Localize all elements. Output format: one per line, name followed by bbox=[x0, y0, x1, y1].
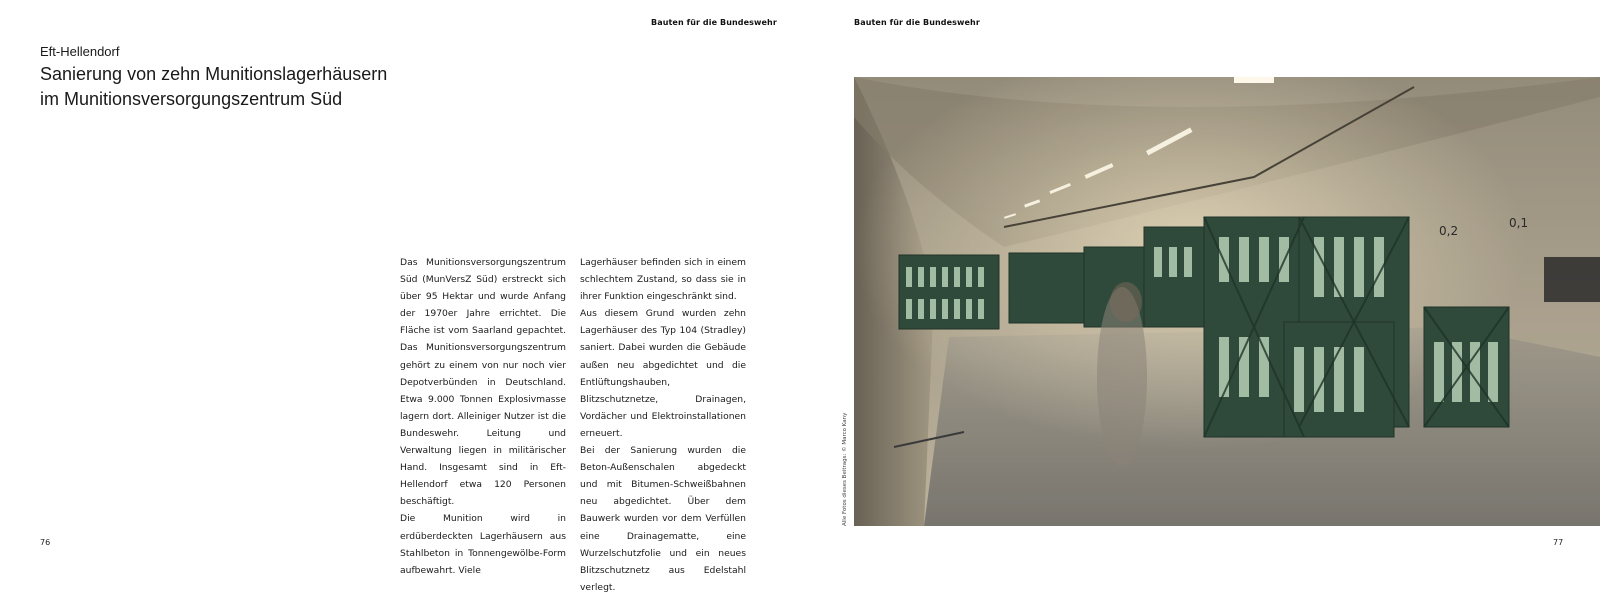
body-column-2 bbox=[580, 254, 746, 596]
body-paragraph: Lagerhäuser befinden sich in einem schlechtem Zustand, so dass sie in ihrer Funktion eingeschränkt sind. bbox=[580, 257, 746, 303]
body-column-1 bbox=[400, 254, 566, 579]
article-kicker: Eft-Hellendorf bbox=[40, 44, 120, 59]
running-head-right: Bauten für die Bundeswehr bbox=[854, 18, 980, 27]
page-number-right: 77 bbox=[1553, 538, 1564, 547]
title-line-2: im Munitionsversorgungszentrum Süd bbox=[40, 89, 343, 109]
bunker-photo bbox=[854, 77, 1600, 526]
article-title bbox=[40, 62, 460, 112]
wall-mark-0-2: 0,2 bbox=[1439, 224, 1459, 238]
body-paragraph: Das Munitionsversorgungszentrum Süd (MunVersZ Süd) erstreckt sich über 95 Hektar und wurde Anfang der 1970er Jahre errichtet. Die Fläche ist vom Saarland gepachtet. Das Munitionsversorgungszentrum gehört zu einem von nur noch vier Depotverbünden in Deutschland. Etwa 9.000 Tonnen Explosivmasse lagern dort. Alleiniger Nutzer ist die Bundeswehr. Leitung und Verwaltung liegen in militärischer Hand. Insgesamt sind in Eft-Hellendorf etwa 120 Personen beschäftigt. bbox=[400, 257, 566, 508]
running-head-left: Bauten für die Bundeswehr bbox=[651, 18, 777, 27]
page-number-left: 76 bbox=[40, 538, 51, 547]
body-paragraph: Aus diesem Grund wurden zehn Lagerhäuser des Typ 104 (Stradley) saniert. Dabei wurden die Gebäude außen neu abgedichtet und die Entlüftungshauben, Blitzschutznetze, Drainagen, Vordächer und Elektroinstallationen erneuert. bbox=[580, 308, 746, 439]
wall-mark-0-1: 0,1 bbox=[1509, 216, 1529, 230]
body-paragraph: Die Munition wird in erdüberdeckten Lagerhäusern aus Stahlbeton in Tonnengewölbe-Form aufbewahrt. Viele bbox=[400, 513, 566, 576]
title-line-1: Sanierung von zehn Munitionslagerhäusern bbox=[40, 64, 388, 84]
photo-credit: Alle Fotos dieses Beitrags: © Marco Kany bbox=[842, 412, 848, 526]
body-paragraph: Bei der Sanierung wurden die Beton-Außenschalen abgedeckt und mit Bitumen-Schweißbahnen neu abgedichtet. Über dem Bauwerk wurden vor dem Verfüllen eine Drainagematte, eine Wurzelschutzfolie und ein neues Blitzschutznetz aus Edelstahl verlegt. bbox=[580, 445, 746, 593]
